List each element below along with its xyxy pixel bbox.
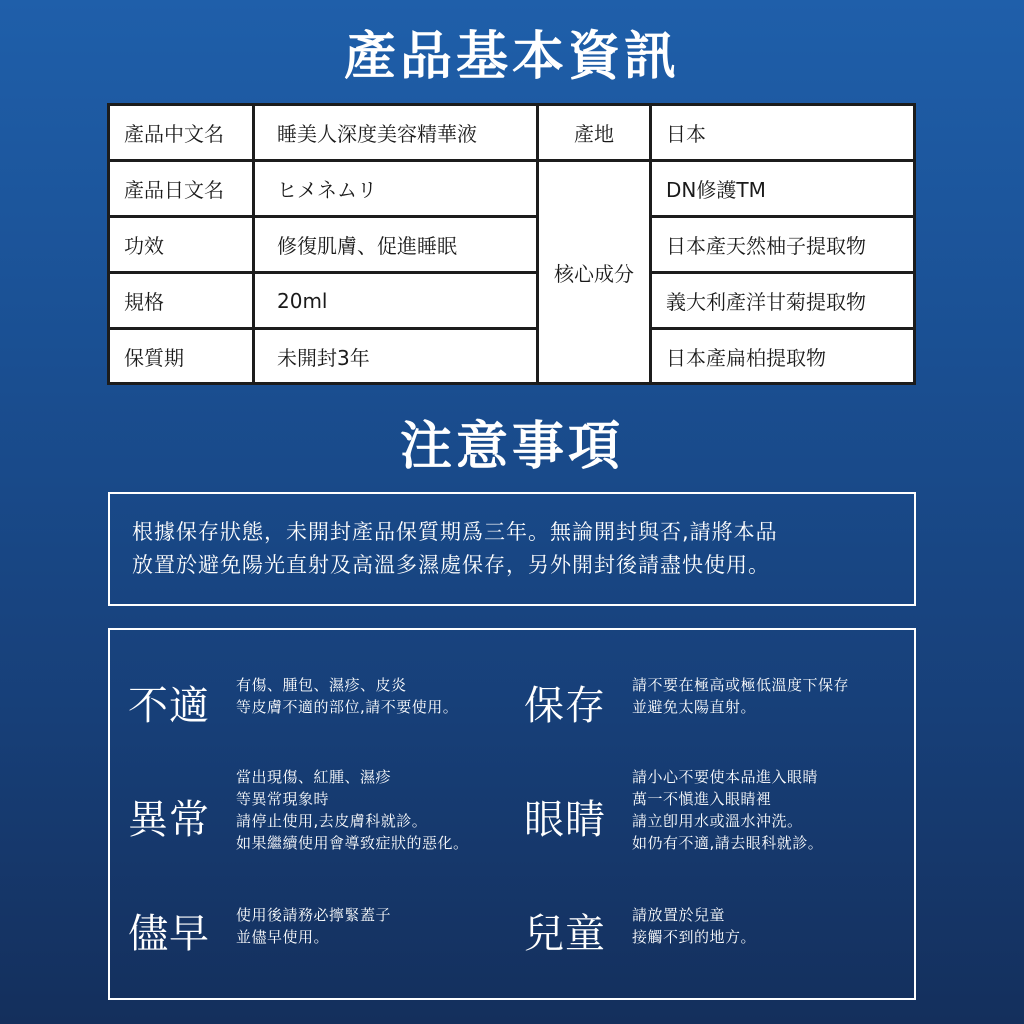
caution-desc-storage — [632, 674, 849, 718]
value-spec: 20ml — [255, 274, 536, 327]
caution-desc-eyes — [632, 766, 823, 854]
desc-line: 並避免太陽直射。 — [632, 698, 757, 716]
desc-line: 並儘早使用。 — [236, 928, 330, 946]
ingredient-item: 義大利產洋甘菊提取物 — [652, 274, 913, 327]
desc-line: 如仍有不適,請去眼科就診。 — [632, 834, 824, 852]
desc-line: 使用後請務必擰緊蓋子 — [236, 906, 392, 924]
value-origin: 日本 — [652, 106, 913, 159]
label-core-ingredients: 核心成分 — [539, 162, 649, 382]
notice-line: 放置於避免陽光直射及高溫多濕處保存，另外開封後請盡快使用。 — [132, 553, 770, 577]
label-chinese-name: 產品中文名 — [110, 106, 252, 159]
desc-line: 請小心不要使本品進入眼睛 — [632, 768, 819, 786]
caution-keyword-eyes: 眼睛 — [524, 797, 606, 843]
desc-line: 有傷、腫包、濕疹、皮炎 — [236, 676, 407, 694]
caution-keyword-early: 儘早 — [128, 911, 210, 957]
label-shelf-life: 保質期 — [110, 330, 252, 382]
notice-line: 根據保存狀態，未開封產品保質期爲三年。無論開封與否,請將本品 — [132, 520, 778, 544]
ingredient-item: 日本產天然柚子提取物 — [652, 218, 913, 271]
label-japanese-name: 產品日文名 — [110, 162, 252, 215]
section-title-notes: 注意事項 — [399, 417, 624, 477]
page-title: 產品基本資訊 — [343, 27, 680, 87]
caution-keyword-children: 兒童 — [524, 911, 606, 957]
desc-line: 請停止使用,去皮膚科就診。 — [236, 812, 428, 830]
desc-line: 接觸不到的地方。 — [632, 928, 757, 946]
label-origin: 產地 — [539, 106, 649, 159]
caution-keyword-storage: 保存 — [524, 683, 606, 729]
value-chinese-name: 睡美人深度美容精華液 — [255, 106, 536, 159]
desc-line: 等異常現象時 — [236, 790, 330, 808]
value-effect: 修復肌膚、促進睡眠 — [255, 218, 536, 271]
caution-keyword-discomfort: 不適 — [128, 683, 210, 729]
caution-desc-abnormal — [236, 766, 469, 854]
desc-line: 請立卽用水或溫水沖洗。 — [632, 812, 803, 830]
desc-line: 如果繼續使用會導致症狀的惡化。 — [236, 834, 469, 852]
caution-keyword-abnormal: 異常 — [128, 797, 210, 843]
value-japanese-name: ヒメネムリ — [255, 162, 536, 215]
product-info-table — [107, 103, 916, 385]
desc-line: 當出現傷、紅腫、濕疹 — [236, 768, 392, 786]
desc-line: 請放置於兒童 — [632, 906, 726, 924]
ingredient-item: 日本產扁柏提取物 — [652, 330, 913, 382]
desc-line: 等皮膚不適的部位,請不要使用。 — [236, 698, 459, 716]
caution-desc-children — [632, 904, 756, 948]
caution-desc-early — [236, 904, 391, 948]
label-effect: 功效 — [110, 218, 252, 271]
label-spec: 規格 — [110, 274, 252, 327]
value-shelf-life: 未開封3年 — [255, 330, 536, 382]
desc-line: 請不要在極高或極低溫度下保存 — [632, 676, 850, 694]
caution-panel — [108, 628, 916, 1000]
caution-desc-discomfort — [236, 674, 458, 718]
desc-line: 萬一不愼進入眼睛裡 — [632, 790, 772, 808]
notice-box — [108, 492, 916, 606]
ingredient-item: DN修護TM — [652, 162, 913, 215]
